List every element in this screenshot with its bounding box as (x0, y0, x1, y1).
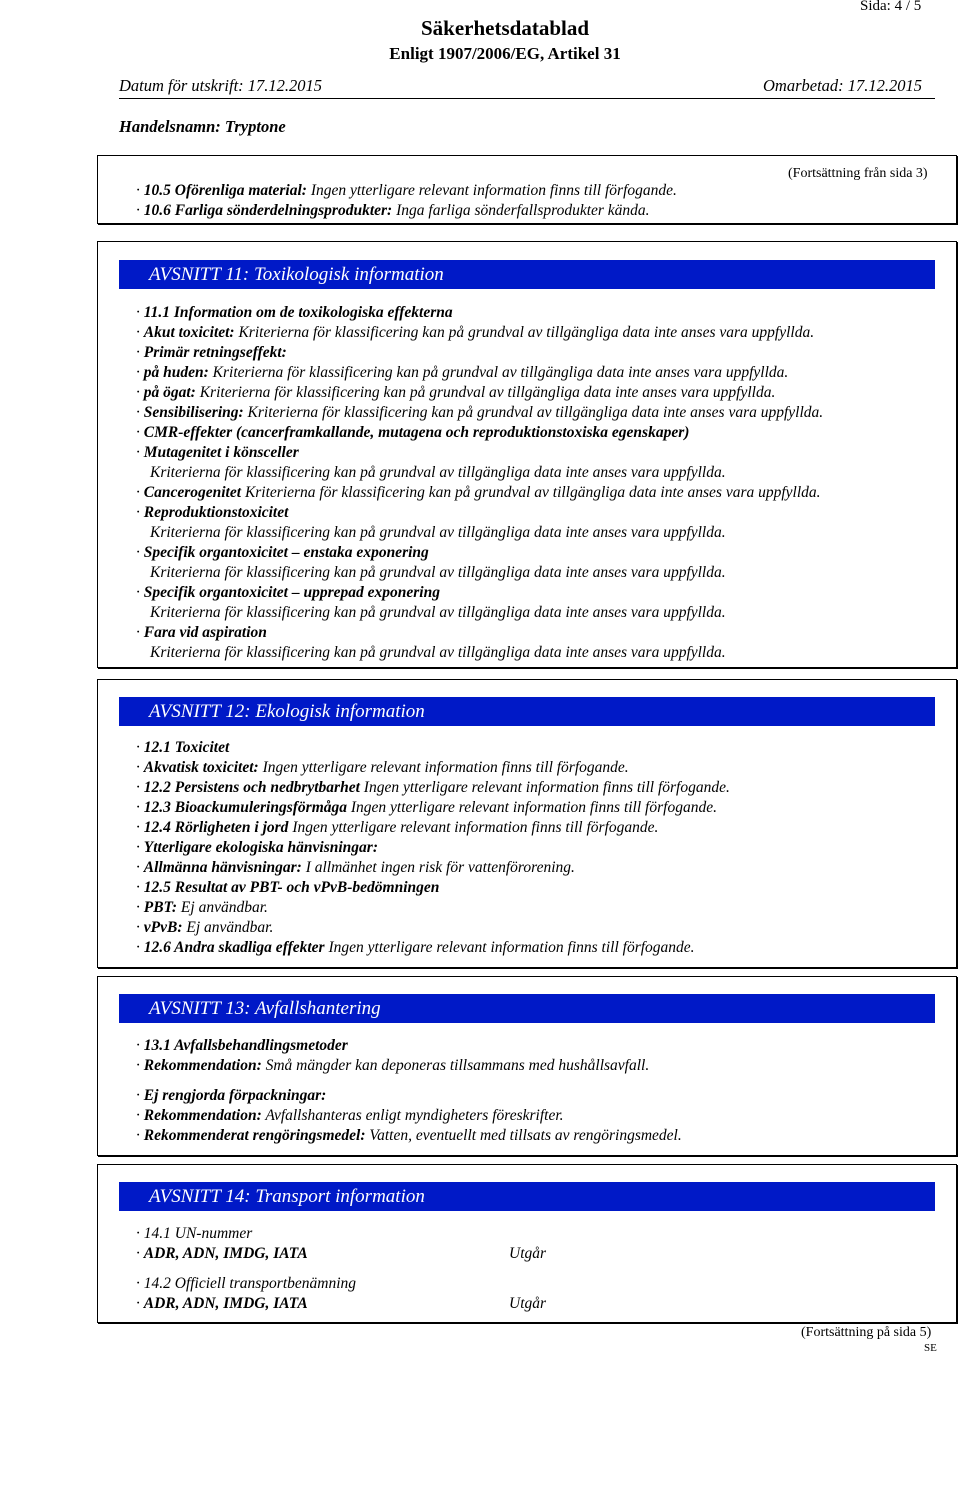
s11-line: · Reproduktionstoxicitet (136, 504, 289, 521)
s12-line: · 12.2 Persistens och nedbrytbarhet Ingen ytterligare relevant information finns till förfogande. (136, 779, 730, 796)
s12-line: · 12.3 Bioackumuleringsförmåga Ingen ytterligare relevant information finns till förfogande. (136, 799, 717, 816)
s12-line: · Allmänna hänvisningar: I allmänhet ingen risk för vattenförorening. (136, 859, 575, 876)
s12-line: · 12.1 Toxicitet (136, 739, 230, 756)
s12-line: · 12.6 Andra skadliga effekter Ingen ytterligare relevant information finns till förfogande. (136, 939, 695, 956)
s14-row: · ADR, ADN, IMDG, IATA (136, 1295, 308, 1312)
s11-line: · Specifik organtoxicitet – enstaka exponering (136, 544, 429, 561)
s14-row-value: Utgår (509, 1295, 547, 1312)
s12-line: · 12.5 Resultat av PBT- och vPvB-bedömningen (136, 879, 440, 896)
section-14-heading: AVSNITT 14: Transport information (119, 1182, 935, 1211)
s12-line: · PBT: Ej användbar. (136, 899, 268, 916)
print-date: Datum för utskrift: 17.12.2015 (119, 76, 323, 95)
s13-line: · Rekommenderat rengöringsmedel: Vatten, eventuellt med tillsats av rengöringsmedel. (136, 1127, 682, 1144)
s13-line: · Rekommendation: Små mängder kan deponeras tillsammans med hushållsavfall. (136, 1057, 650, 1074)
document-title: Säkerhetsdatablad (420, 16, 590, 40)
s11-line: Kriterierna för klassificering kan på grundval av tillgängliga data inte anses vara uppfyllda. (150, 464, 726, 481)
trade-name: Handelsnamn: Tryptone (119, 117, 286, 136)
s13-line: · Ej rengjorda förpackningar: (136, 1087, 327, 1104)
language-code: SE (924, 1342, 937, 1354)
s12-line: · 12.4 Rörligheten i jord Ingen ytterligare relevant information finns till förfogande. (136, 819, 659, 836)
s13-line: · Rekommendation: Avfallshanteras enligt myndigheters föreskrifter. (136, 1107, 564, 1124)
section-12-heading: AVSNITT 12: Ekologisk information (119, 697, 935, 726)
section-12-box (97, 679, 957, 968)
s12-line: · vPvB: Ej användbar. (136, 919, 274, 936)
s11-line: Kriterierna för klassificering kan på grundval av tillgängliga data inte anses vara uppfyllda. (150, 644, 726, 661)
s11-line: · på ögat: Kriterierna för klassificering kan på grundval av tillgängliga data inte anses vara uppfyllda. (136, 384, 776, 401)
revised-date: Omarbetad: 17.12.2015 (763, 76, 923, 95)
s11-line: · på huden: Kriterierna för klassificering kan på grundval av tillgängliga data inte anses vara uppfyllda. (136, 364, 789, 381)
page-number: Sida: 4 / 5 (860, 0, 922, 14)
s11-line: Kriterierna för klassificering kan på grundval av tillgängliga data inte anses vara uppfyllda. (150, 524, 726, 541)
section-10-box (97, 155, 957, 224)
s11-line: · CMR-effekter (cancerframkallande, mutagena och reproduktionstoxiska egenskaper) (136, 424, 690, 441)
s11-line: Kriterierna för klassificering kan på grundval av tillgängliga data inte anses vara uppfyllda. (150, 604, 726, 621)
s12-line: · Ytterligare ekologiska hänvisningar: (136, 839, 378, 856)
s11-line: · Fara vid aspiration (136, 624, 267, 641)
s11-line: · Mutagenitet i könsceller (136, 444, 299, 461)
section-11-heading: AVSNITT 11: Toxikologisk information (119, 260, 935, 289)
header-rule (119, 98, 935, 99)
section-11-box (97, 241, 957, 668)
line-10-6: · 10.6 Farliga sönderdelningsprodukter: Inga farliga sönderfallsprodukter kända. (136, 202, 650, 219)
s14-row-value: Utgår (509, 1245, 547, 1262)
s11-line: · Cancerogenitet Kriterierna för klassificering kan på grundval av tillgängliga data inte anses vara uppfyllda. (136, 484, 821, 501)
section-13-heading: AVSNITT 13: Avfallshantering (119, 994, 935, 1023)
s11-line: · Primär retningseffekt: (136, 344, 287, 361)
s11-line: · Specifik organtoxicitet – upprepad exponering (136, 584, 440, 601)
section-14-box (97, 1164, 957, 1323)
continued-from: (Fortsättning från sida 3) (788, 166, 928, 181)
s11-line: Kriterierna för klassificering kan på grundval av tillgängliga data inte anses vara uppfyllda. (150, 564, 726, 581)
s12-line: · Akvatisk toxicitet: Ingen ytterligare relevant information finns till förfogande. (136, 759, 629, 776)
s14-row: · ADR, ADN, IMDG, IATA (136, 1245, 308, 1262)
s11-line: · 11.1 Information om de toxikologiska effekterna (136, 304, 453, 321)
continued-to: (Fortsättning på sida 5) (801, 1325, 932, 1340)
s14-row: · 14.2 Officiell transportbenämning (136, 1275, 357, 1292)
section-13-box (97, 976, 957, 1156)
document-subtitle: Enligt 1907/2006/EG, Artikel 31 (389, 44, 621, 63)
s11-line: · Sensibilisering: Kriterierna för klassificering kan på grundval av tillgängliga data inte anses vara uppfyllda. (136, 404, 824, 421)
line-10-5: · 10.5 Oförenliga material: Ingen ytterligare relevant information finns till förfogande. (136, 182, 677, 199)
s13-line: · 13.1 Avfallsbehandlingsmetoder (136, 1037, 348, 1054)
s11-line: · Akut toxicitet: Kriterierna för klassificering kan på grundval av tillgängliga data inte anses vara uppfyllda. (136, 324, 815, 341)
s14-row: · 14.1 UN-nummer (136, 1225, 253, 1242)
